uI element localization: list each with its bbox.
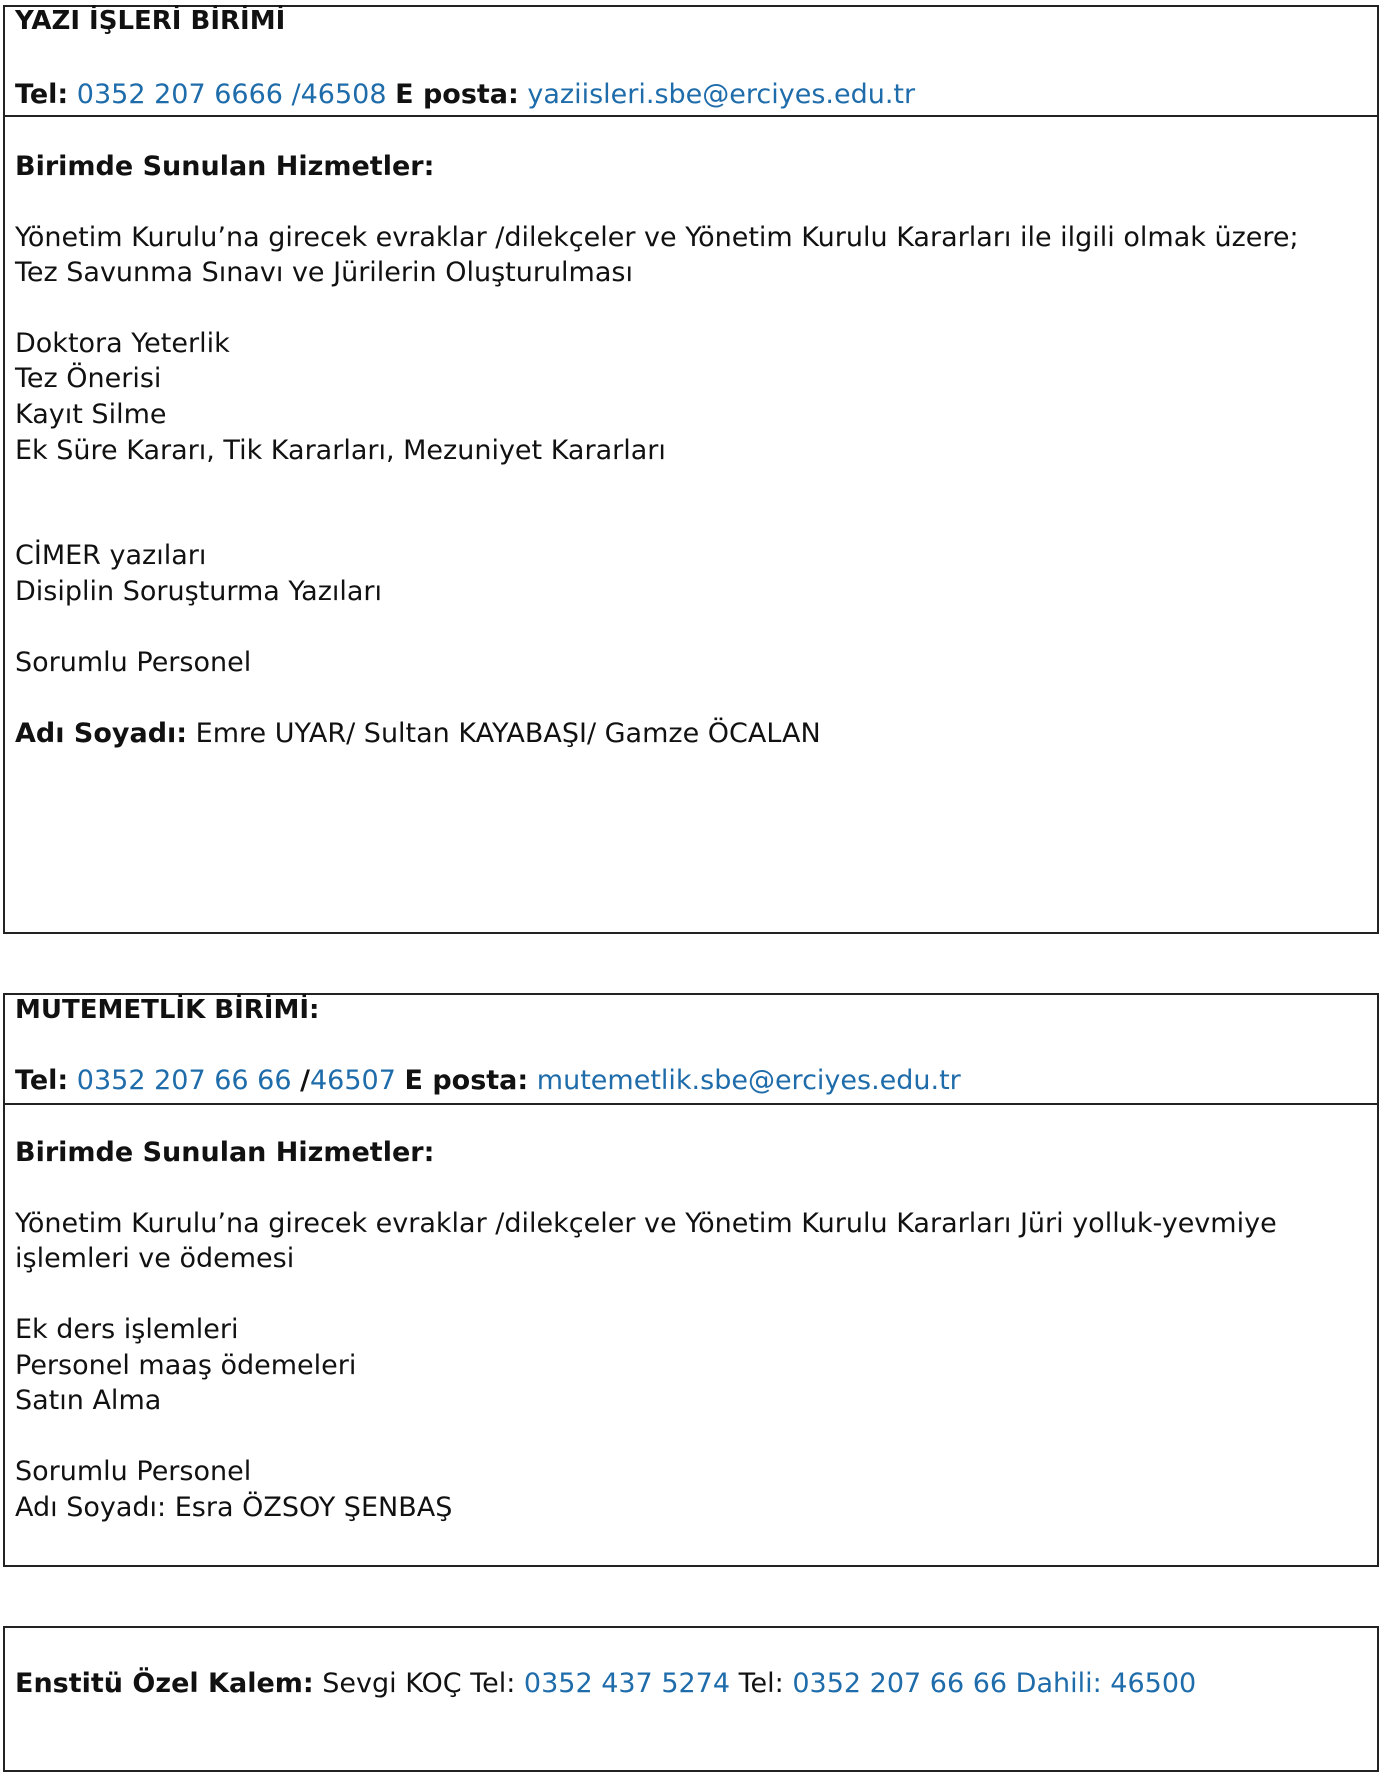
email-label: E posta: <box>395 79 519 110</box>
tel-value[interactable]: 0352 207 6666 /46508 <box>76 79 387 110</box>
tel-value-extension[interactable]: 0352 207 66 66 Dahili: 46500 <box>792 1668 1197 1699</box>
names-value: Emre UYAR/ Sultan KAYABAŞI/ Gamze ÖCALAN <box>195 718 821 749</box>
service-item: Kayıt Silme <box>15 399 167 430</box>
tel-label: Tel: <box>738 1668 784 1699</box>
mutemetlik-title: MUTEMETLİK BİRİMİ: <box>15 995 320 1025</box>
services-heading: Birimde Sunulan Hizmetler: <box>15 1137 435 1168</box>
tel-value[interactable]: 0352 437 5274 <box>523 1668 731 1699</box>
mutemetlik-contact <box>15 1064 961 1098</box>
ozel-kalem-name: Sevgi KOÇ <box>322 1668 462 1699</box>
services-line: Yönetim Kurulu’na girecek evraklar /dilekçeler ve Yönetim Kurulu Kararları ile ilgili olmak üzere; <box>15 222 1299 253</box>
services-line: Tez Savunma Sınavı ve Jürilerin Oluşturulması <box>15 257 633 288</box>
service-item: Tez Önerisi <box>15 363 162 394</box>
email-link[interactable]: mutemetlik.sbe@erciyes.edu.tr <box>536 1065 961 1096</box>
responsible-heading: Sorumlu Personel <box>15 1456 252 1487</box>
tel-value[interactable]: 0352 207 66 66 <box>76 1065 292 1096</box>
tel-label: Tel: <box>15 79 69 110</box>
yazi-isleri-title: YAZI İŞLERİ BİRİMİ <box>15 6 286 36</box>
ozel-kalem-line <box>15 1667 1196 1701</box>
yazi-isleri-contact <box>15 78 915 112</box>
email-link[interactable]: yaziisleri.sbe@erciyes.edu.tr <box>527 79 916 110</box>
responsible-names <box>15 717 821 751</box>
service-item: Ek Süre Kararı, Tik Kararları, Mezuniyet Kararları <box>15 435 666 466</box>
service-item: Doktora Yeterlik <box>15 328 230 359</box>
name-label: Adı Soyadı: <box>15 718 188 749</box>
services-heading: Birimde Sunulan Hizmetler: <box>15 151 435 182</box>
services-line: Yönetim Kurulu’na girecek evraklar /dilekçeler ve Yönetim Kurulu Kararları Jüri yolluk-yevmiye <box>15 1208 1277 1239</box>
ozel-kalem-label: Enstitü Özel Kalem: <box>15 1668 314 1699</box>
tel-slash: / <box>300 1065 310 1096</box>
responsible-names: Adı Soyadı: Esra ÖZSOY ŞENBAŞ <box>15 1492 453 1523</box>
service-item: Satın Alma <box>15 1385 162 1416</box>
tel-label: Tel: <box>15 1065 69 1096</box>
service-item: Personel maaş ödemeleri <box>15 1350 357 1381</box>
email-label: E posta: <box>404 1065 529 1096</box>
tel-extension[interactable]: 46507 <box>309 1065 396 1096</box>
yazi-isleri-section <box>3 5 1379 934</box>
service-item: CİMER yazıları <box>15 540 207 571</box>
services-line: işlemleri ve ödemesi <box>15 1243 295 1274</box>
tel-label: Tel: <box>470 1668 516 1699</box>
service-item: Disiplin Soruşturma Yazıları <box>15 576 383 607</box>
service-item: Ek ders işlemleri <box>15 1314 239 1345</box>
responsible-heading: Sorumlu Personel <box>15 647 252 678</box>
